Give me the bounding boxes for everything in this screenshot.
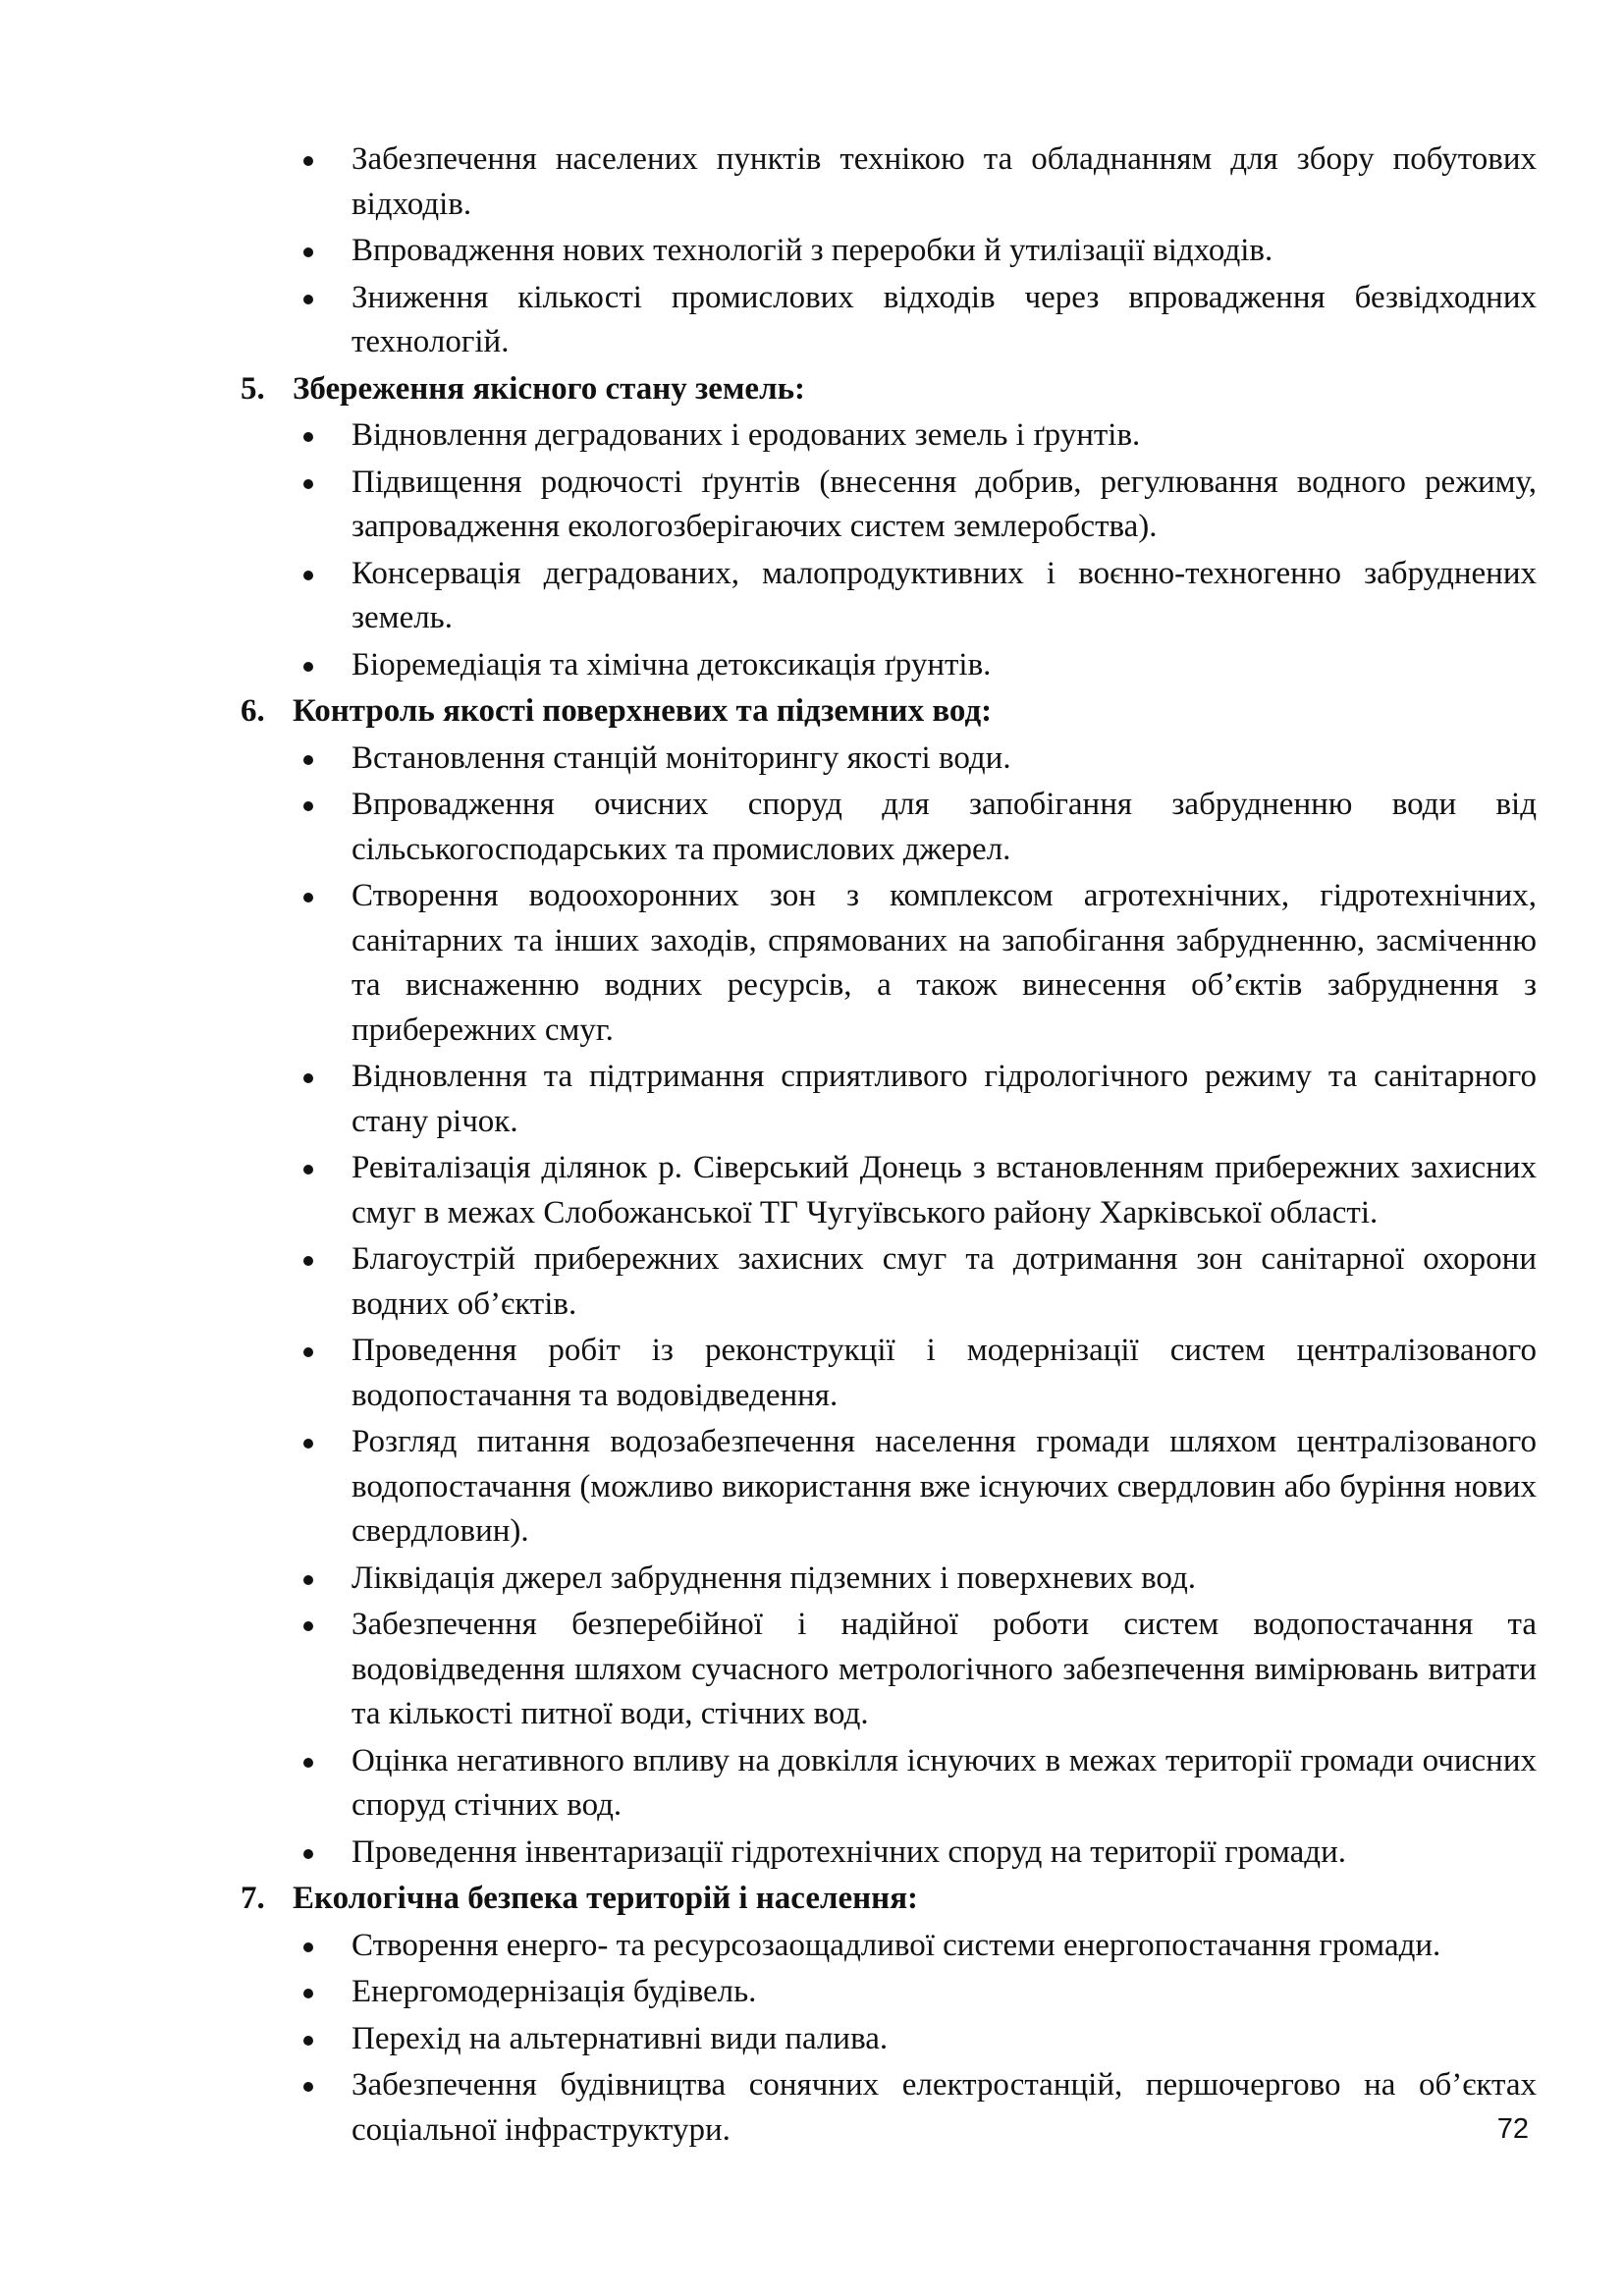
page-number: 72 (1496, 2113, 1529, 2145)
bullet-icon (303, 1621, 313, 1631)
document-body (241, 137, 1537, 2155)
list-item: Благоустрій прибережних захисних смуг та дотримання зон санітарної охорони водних об’єктів. (241, 1237, 1537, 1327)
section-heading-6 (241, 689, 1537, 735)
list-item: Підвищення родючості ґрунтів (внесення добрив, регулювання водного режиму, запровадження екологозберігаючих систем землеробства). (241, 461, 1537, 550)
bullet-icon (303, 247, 313, 257)
intro-list (241, 137, 1537, 365)
bullet-icon (303, 1758, 313, 1768)
bullet-icon (303, 801, 313, 811)
bullet-icon (303, 1439, 313, 1449)
bullet-icon (303, 2036, 313, 2046)
list-item: Біоремедіація та хімічна детоксикація ґрунтів. (241, 643, 1537, 688)
list-item: Перехід на альтернативні види палива. (241, 2017, 1537, 2062)
bullet-icon (303, 1849, 313, 1859)
bullet-icon (303, 432, 313, 442)
list-item: Ліквідація джерел забруднення підземних і поверхневих вод. (241, 1557, 1537, 1602)
section-heading-5 (241, 367, 1537, 412)
bullet-icon (303, 2082, 313, 2092)
bullet-icon (303, 295, 313, 304)
bullet-icon (303, 1989, 313, 1998)
list-item: Забезпечення безперебійної і надійної роботи систем водопостачання та водовідведення шляхом сучасного метрологічного забезпечення вимірювань витрати та кількості питної води, стічних вод. (241, 1603, 1537, 1737)
section-number: 5. (241, 370, 265, 407)
list-item: Розгляд питання водозабезпечення населення громади шляхом централізованого водопостачання (можливо використання вже існуючих свердловин або буріння нових свердловин). (241, 1420, 1537, 1555)
bullet-icon (303, 1575, 313, 1585)
section-5-list (241, 413, 1537, 687)
section-number: 6. (241, 693, 265, 729)
list-item: Забезпечення будівництва сонячних електростанцій, першочергово на об’єктах соціальної інфраструктури. (241, 2063, 1537, 2153)
list-item: Ревіталізація ділянок р. Сіверський Донець з встановленням прибережних захисних смуг в межах Слобожанської ТГ Чугуївського району Харківської області. (241, 1146, 1537, 1235)
list-item: Створення енерго- та ресурсозаощадливої системи енергопостачання громади. (241, 1924, 1537, 1969)
list-item: Впровадження очисних споруд для запобігання забрудненню води від сільськогосподарських та промислових джерел. (241, 783, 1537, 872)
list-item: Відновлення деградованих і еродованих земель і ґрунтів. (241, 413, 1537, 459)
bullet-icon (303, 1942, 313, 1952)
bullet-icon (303, 893, 313, 902)
bullet-icon (303, 156, 313, 166)
list-item: Створення водоохоронних зон з комплексом агротехнічних, гідротехнічних, санітарних та інших заходів, спрямованих на запобігання забрудненню, засміченню та виснаженню водних ресурсів, а також винесення об’єктів забруднення з прибережних смуг. (241, 874, 1537, 1053)
bullet-icon (303, 662, 313, 672)
section-number: 7. (241, 1881, 265, 1916)
section-7-list (241, 1924, 1537, 2154)
list-item: Впровадження нових технологій з переробки й утилізації відходів. (241, 229, 1537, 274)
list-item: Проведення робіт із реконструкції і модернізації систем централізованого водопостачання та водовідведення. (241, 1329, 1537, 1418)
section-title: Збереження якісного стану земель: (293, 370, 806, 407)
bullet-icon (303, 1073, 313, 1083)
list-item: Консервація деградованих, малопродуктивних і воєнно-техногенно забруднених земель. (241, 552, 1537, 641)
bullet-icon (303, 571, 313, 580)
section-title: Екологічна безпека територій і населення: (293, 1881, 919, 1916)
bullet-icon (303, 1347, 313, 1357)
bullet-icon (303, 479, 313, 489)
section-title: Контроль якості поверхневих та підземних вод: (293, 693, 993, 729)
list-item: Енергомодернізація будівель. (241, 1970, 1537, 2015)
list-item: Забезпечення населених пунктів технікою та обладнанням для збору побутових відходів. (241, 137, 1537, 227)
list-item: Встановлення станцій моніторингу якості води. (241, 737, 1537, 782)
bullet-icon (303, 755, 313, 765)
list-item: Оцінка негативного впливу на довкілля існуючих в межах території громади очисних споруд стічних вод. (241, 1739, 1537, 1829)
bullet-icon (303, 1256, 313, 1266)
bullet-icon (303, 1165, 313, 1175)
list-item: Відновлення та підтримання сприятливого гідрологічного режиму та санітарного стану річок. (241, 1055, 1537, 1144)
list-item: Проведення інвентаризації гідротехнічних споруд на території громади. (241, 1831, 1537, 1876)
list-item: Зниження кількості промислових відходів через впровадження безвідходних технологій. (241, 276, 1537, 365)
section-6-list (241, 737, 1537, 1876)
section-heading-7 (241, 1877, 1537, 1922)
